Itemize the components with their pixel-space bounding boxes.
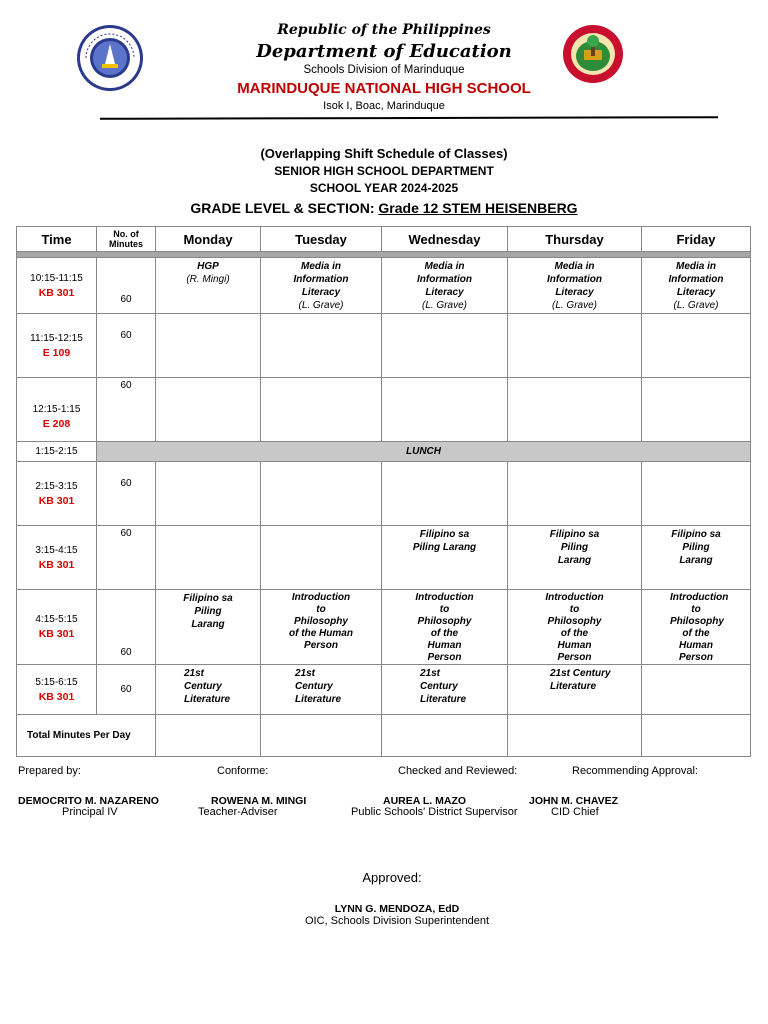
monday-cell [156, 526, 261, 590]
monday-cell: Filipino sa Piling Larang [156, 590, 261, 665]
wednesday-cell [382, 314, 508, 378]
wednesday-cell: 21st Century Literature [382, 665, 508, 715]
header-divider [100, 116, 718, 120]
school-year: SCHOOL YEAR 2024-2025 [309, 181, 459, 195]
wednesday-cell: Filipino sa Piling Larang [382, 526, 508, 590]
table-row [17, 590, 751, 665]
monday-cell [156, 314, 261, 378]
friday-cell [642, 314, 751, 378]
room-label: KB 301 [38, 558, 75, 571]
room-label: KB 301 [38, 690, 75, 703]
schedule-table [16, 226, 751, 757]
thursday-cell [508, 314, 642, 378]
approved-name: LYNN G. MENDOZA, EdD [334, 903, 460, 915]
header-monday: Monday [156, 227, 261, 252]
room-label: KB 301 [38, 286, 75, 299]
checked-title: Public Schools' District Supervisor [351, 806, 518, 818]
minutes-cell: 60 [97, 378, 156, 442]
lunch-row [17, 442, 751, 462]
tuesday-cell: 21st Century Literature [261, 665, 382, 715]
checked-name: AUREA L. MAZO [383, 795, 467, 807]
table-row [17, 526, 751, 590]
monday-cell: HGP (R. Mingi) [156, 258, 261, 314]
tuesday-cell [261, 314, 382, 378]
checked-label: Checked and Reviewed: [398, 765, 518, 777]
monday-cell [156, 462, 261, 526]
lunch-label: LUNCH [97, 442, 751, 462]
time-cell: 10:15-11:15 KB 301 [17, 258, 97, 314]
time-cell: 2:15-3:15 KB 301 [17, 462, 97, 526]
minutes-cell: 60 [97, 462, 156, 526]
table-row [17, 665, 751, 715]
table-row [17, 314, 751, 378]
monday-cell [156, 378, 261, 442]
room-label: KB 301 [38, 494, 75, 507]
monday-cell: 21st Century Literature [156, 665, 261, 715]
tuesday-cell [261, 526, 382, 590]
time-cell: 5:15-6:15 KB 301 [17, 665, 97, 715]
minutes-cell: 60 [97, 665, 156, 715]
thursday-cell: 21st Century Literature [508, 665, 642, 715]
time-cell: 1:15-2:15 [17, 442, 97, 462]
header-wednesday: Wednesday [382, 227, 508, 252]
thursday-cell: Media in Information Literacy (L. Grave) [508, 258, 642, 314]
table-row [17, 462, 751, 526]
grade-section-value: Grade 12 STEM HEISENBERG [378, 200, 578, 216]
friday-cell: Media in Information Literacy (L. Grave) [642, 258, 751, 314]
approved-label: Approved: [362, 870, 422, 885]
approved-title: OIC, Schools Division Superintendent [304, 915, 490, 927]
header-thursday: Thursday [508, 227, 642, 252]
time-cell: 4:15-5:15 KB 301 [17, 590, 97, 665]
prepared-by-label: Prepared by: [18, 765, 81, 777]
tuesday-cell: Media in Information Literacy (L. Grave) [261, 258, 382, 314]
friday-cell: Filipino sa Piling Larang [642, 526, 751, 590]
minutes-cell: 60 [97, 258, 156, 314]
header-time: Time [17, 227, 97, 252]
school-name: MARINDUQUE NATIONAL HIGH SCHOOL [237, 80, 531, 97]
department-name: SENIOR HIGH SCHOOL DEPARTMENT [274, 164, 494, 178]
thursday-cell [508, 378, 642, 442]
recommending-title: CID Chief [551, 806, 599, 818]
department-heading: Department of Education [256, 41, 512, 62]
school-address: Isok I, Boac, Marinduque [323, 100, 445, 112]
conforme-label: Conforme: [217, 765, 269, 777]
wednesday-cell [382, 378, 508, 442]
minutes-cell: 60 [97, 314, 156, 378]
friday-cell: Introduction to Philosophy of the Human Person [642, 590, 751, 665]
friday-cell [642, 462, 751, 526]
prepared-name: DEMOCRITO M. NAZARENO [18, 795, 159, 807]
friday-cell [642, 378, 751, 442]
division-text: Schools Division of Marinduque [303, 64, 465, 76]
republic-heading: Republic of the Philippines [277, 22, 491, 38]
time-cell: 11:15-12:15 E 109 [17, 314, 97, 378]
friday-cell [642, 665, 751, 715]
wednesday-cell [382, 462, 508, 526]
wednesday-cell: Media in Information Literacy (L. Grave) [382, 258, 508, 314]
grade-section-label: GRADE LEVEL & SECTION: [190, 200, 379, 216]
thursday-cell: Introduction to Philosophy of the Human Person [508, 590, 642, 665]
tuesday-cell [261, 462, 382, 526]
time-cell: 3:15-4:15 KB 301 [17, 526, 97, 590]
header-minutes: No. of Minutes [97, 227, 156, 252]
time-cell: 12:15-1:15 E 208 [17, 378, 97, 442]
room-label: E 109 [42, 346, 71, 359]
header-tuesday: Tuesday [261, 227, 382, 252]
tuesday-cell: Introduction to Philosophy of the Human Person [261, 590, 382, 665]
grade-section [0, 200, 768, 216]
recommending-name: JOHN M. CHAVEZ [529, 795, 619, 807]
table-header-row [17, 227, 751, 252]
minutes-cell: 60 [97, 526, 156, 590]
schedule-type: (Overlapping Shift Schedule of Classes) [260, 146, 508, 161]
tuesday-cell [261, 378, 382, 442]
prepared-title: Principal IV [62, 806, 118, 818]
thursday-cell: Filipino sa Piling Larang [508, 526, 642, 590]
thursday-cell [508, 462, 642, 526]
table-row [17, 378, 751, 442]
total-minutes-label: Total Minutes Per Day [17, 715, 156, 757]
recommending-label: Recommending Approval: [572, 765, 698, 777]
minutes-cell: 60 [97, 590, 156, 665]
room-label: KB 301 [38, 628, 75, 640]
room-label: E 208 [42, 417, 71, 430]
table-row [17, 258, 751, 314]
header-friday: Friday [642, 227, 751, 252]
conforme-name: ROWENA M. MINGI [211, 795, 307, 807]
total-row [17, 715, 751, 757]
conforme-title: Teacher-Adviser [198, 806, 278, 818]
wednesday-cell: Introduction to Philosophy of the Human Person [382, 590, 508, 665]
